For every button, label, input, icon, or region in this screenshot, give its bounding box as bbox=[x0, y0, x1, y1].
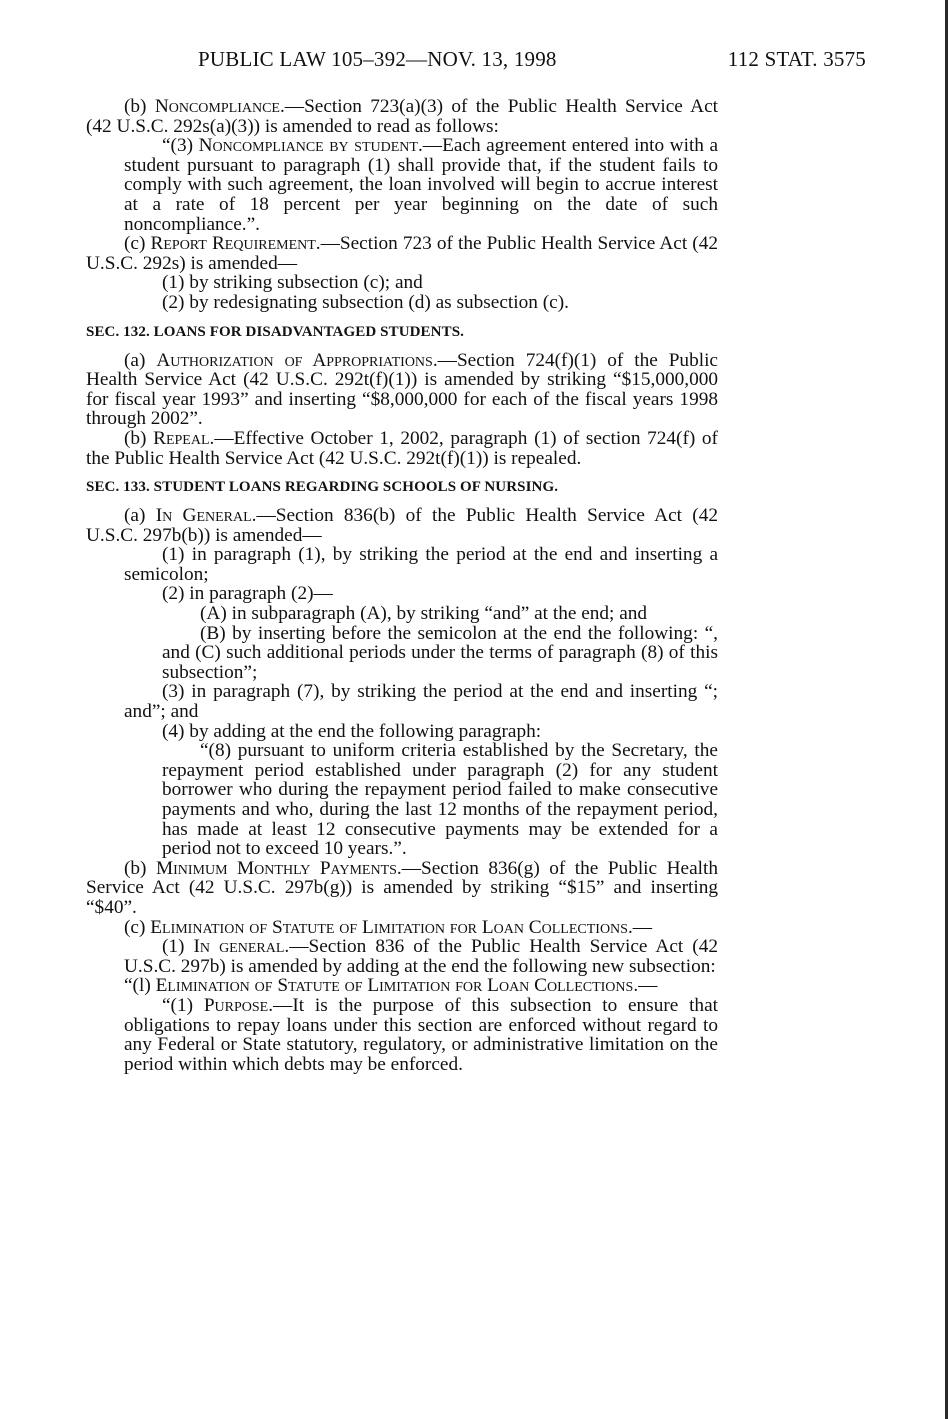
subsection-text: .—Section 723(a)(3) of the Public Health Service Act (42 U.S.C. 292s(a)(3)) is amended to read as follows: bbox=[86, 96, 718, 137]
running-head: PUBLIC LAW 105–392—NOV. 13, 1998 bbox=[198, 47, 557, 71]
subsection-lead: (c) bbox=[124, 233, 151, 255]
subparagraph-a: (A) in subparagraph (A), by striking “and” at the end; and bbox=[200, 603, 648, 625]
paragraph-4: (4) by adding at the end the following paragraph: bbox=[162, 720, 542, 742]
paragraph-3: (3) in paragraph (7), by striking the period at the end and inserting “; and”; and bbox=[124, 681, 718, 723]
subsection-text: .—Section 836(b) of the Public Health Service Act (42 U.S.C. 297b(b)) is amended— bbox=[86, 505, 718, 546]
subsection-b-repeal bbox=[86, 429, 718, 468]
quoted-paragraph-8: “(8) pursuant to uniform criteria established by the Secretary, the repayment period established under paragraph (2) for any student borrower who during the repayment period failed to make consecutive payments and who, during the last 12 months of the repayment period, has made at least 12 consecutive payments may be extended for a period not to exceed 10 years.”. bbox=[162, 740, 718, 860]
quoted-paragraph-l1-purpose bbox=[86, 996, 718, 1074]
subsection-b-noncompliance bbox=[86, 97, 718, 136]
subsection-heading: Report Requirement bbox=[150, 233, 316, 255]
paragraph-text: .—Section 836 of the Public Health Service Act (42 U.S.C. 297b) is amended by adding at the end the following new subsection: bbox=[124, 936, 718, 977]
paragraph-lead: “(1) bbox=[162, 994, 204, 1016]
paragraph-1: (1) in paragraph (1), by striking the period at the end and inserting a semicolon; bbox=[124, 544, 718, 585]
subsection-a-in-general bbox=[86, 506, 718, 545]
list-item: (1) by striking subsection (c); and bbox=[162, 272, 423, 294]
paragraph-text: .—Each agreement entered into with a student pursuant to paragraph (1) shall provide that, if the student fails to comply with such agreement, the loan involved will begin to accrue interest at a rate of 18 percent per year beginning on the date of such noncompliance.”. bbox=[124, 135, 719, 235]
subsection-heading: Authorization of Appropriations bbox=[156, 349, 433, 371]
paragraph-text: .—It is the purpose of this subsection to ensure that obligations to repay loans under this section are enforced without regard to any Federal or State statutory, regulatory, or administrative limitation on the period within which debts may be enforced. bbox=[124, 994, 718, 1075]
subsection-text: .—Effective October 1, 2002, paragraph (1) of section 724(f) of the Public Health Service Act (42 U.S.C. 292t(f)(1)) is repealed. bbox=[86, 427, 718, 469]
subsection-text: .— bbox=[633, 975, 658, 997]
subsection-heading: Repeal bbox=[153, 427, 210, 449]
subparagraph-b: (B) by inserting before the semicolon at the end the following: “, and (C) such additional periods under the terms of paragraph (8) of this subsection”; bbox=[162, 622, 718, 683]
subsection-lead: (b) bbox=[124, 857, 156, 879]
subsection-heading: Minimum Monthly Payments bbox=[155, 857, 397, 879]
paragraph-lead: (1) bbox=[162, 936, 194, 958]
subsection-lead: (b) bbox=[124, 96, 155, 117]
quoted-paragraph-3 bbox=[86, 136, 718, 234]
subsection-lead: “(l) bbox=[124, 975, 156, 997]
subsection-lead: (c) bbox=[124, 916, 151, 938]
page-body bbox=[86, 97, 718, 1074]
subsection-c-elimination bbox=[86, 918, 718, 938]
subsection-heading: Elimination of Statute of Limitation for Loan Collections bbox=[155, 975, 634, 997]
subsection-text: .—Section 724(f)(1) of the Public Health Service Act (42 U.S.C. 292t(f)(1)) is amended by striking “$15,000,000 for fiscal year 1993” and inserting “$8,000,000 for each of the fiscal years 1998 through 2002”. bbox=[86, 349, 718, 430]
section-132-heading: SEC. 132. LOANS FOR DISADVANTAGED STUDENTS. bbox=[86, 323, 464, 340]
paragraph-heading: Noncompliance by student bbox=[198, 135, 418, 157]
paragraph-lead: “(3) bbox=[162, 135, 199, 157]
paragraph-c1-in-general bbox=[86, 937, 718, 976]
subsection-lead: (a) bbox=[124, 349, 157, 371]
subsection-heading: In General bbox=[155, 505, 252, 527]
paragraph-2: (2) in paragraph (2)— bbox=[162, 583, 333, 605]
subsection-a-authorization bbox=[86, 351, 718, 429]
stat-page-number: 112 STAT. 3575 bbox=[727, 47, 866, 71]
subsection-c-report-requirement bbox=[86, 234, 718, 273]
page-header bbox=[198, 47, 866, 77]
subsection-text: .— bbox=[627, 916, 653, 938]
subsection-b-minimum-payments bbox=[86, 859, 718, 918]
subsection-heading: Elimination of Statute of Limitation for Loan Collections bbox=[150, 916, 628, 938]
list-item: (2) by redesignating subsection (d) as subsection (c). bbox=[162, 291, 569, 313]
section-133-heading: SEC. 133. STUDENT LOANS REGARDING SCHOOLS OF NURSING. bbox=[86, 479, 559, 496]
subsection-lead: (a) bbox=[124, 505, 156, 527]
paragraph-heading: Purpose bbox=[203, 994, 269, 1016]
subsection-heading: Noncompliance bbox=[154, 96, 280, 117]
subsection-text: .—Section 836(g) of the Public Health Service Act (42 U.S.C. 297b(g)) is amended by striking “$15” and inserting “$40”. bbox=[86, 857, 718, 918]
subsection-text: .—Section 723 of the Public Health Service Act (42 U.S.C. 292s) is amended— bbox=[86, 233, 718, 274]
quoted-subsection-l bbox=[86, 976, 718, 996]
subsection-lead: (b) bbox=[124, 427, 154, 449]
paragraph-heading: In general bbox=[193, 936, 285, 958]
